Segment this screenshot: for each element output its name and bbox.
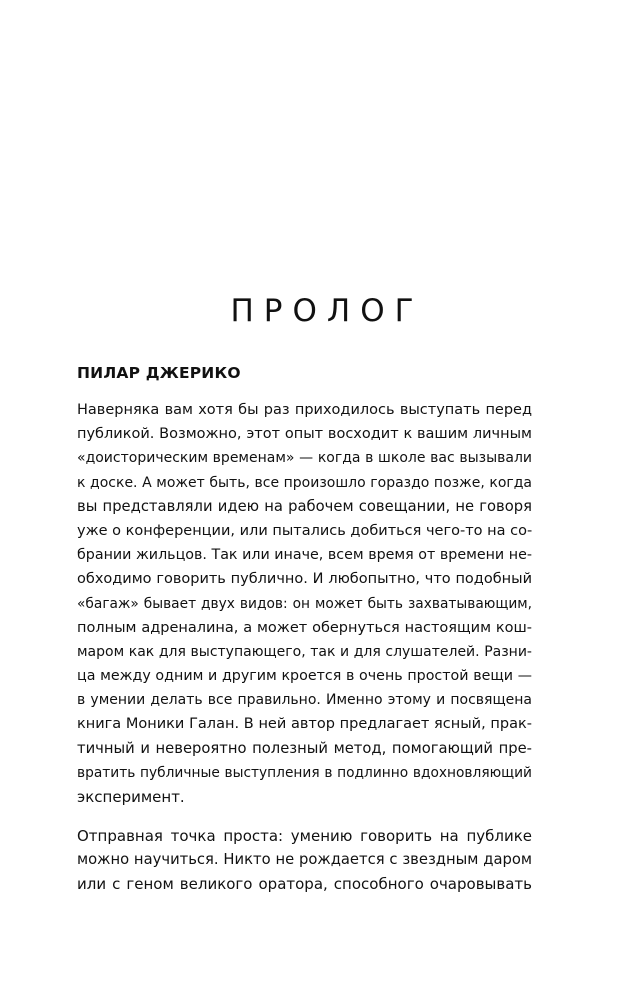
text-line: к доске. А может быть, все произошло гораздо позже, когда [77, 474, 532, 491]
text-line: можно научиться. Никто не рождается с звездным даром [77, 851, 532, 869]
text-line: полным адреналина, а может обернуться настоящим кош- [77, 619, 532, 636]
text-line: маром как для выступающего, так и для слушателей. Разни- [77, 643, 532, 660]
text-line: в умении делать все правильно. Именно этому и посвящена [77, 692, 532, 709]
text-line: уже о конференции, или пытались добиться чего-то на со- [77, 522, 533, 539]
text-line: обходимо говорить публично. И любопытно, что подобный [77, 571, 532, 588]
text-line: вы представляли идею на рабочем совещании, не говоря [77, 497, 532, 515]
text-line: книга Моники Галан. В ней автор предлагает ясный, прак- [77, 716, 532, 733]
paragraph-2 [77, 824, 532, 897]
chapter-author: ПИЛАР ДЖЕРИКО [77, 364, 241, 382]
text-line: «доисторическим временам» — когда в школе вас вызывали [77, 450, 532, 467]
text-line: Отправная точка проста: умению говорить на публике [77, 827, 532, 845]
chapter-title: ПРОЛОГ [230, 293, 424, 329]
text-line: публикой. Возможно, этот опыт восходит к вашим личным [77, 426, 532, 443]
text-line: Наверняка вам хотя бы раз приходилось выступать перед [77, 402, 532, 418]
paragraph-1 [77, 398, 532, 809]
text-line: «багаж» бывает двух видов: он может быть захватывающим, [77, 595, 532, 612]
text-line: ца между одним и другим кроется в очень простой вещи — [77, 668, 532, 685]
text-line: тичный и невероятно полезный метод, помогающий пре- [77, 739, 532, 757]
text-line: брании жильцов. Так или иначе, всем время от времени не- [77, 547, 532, 564]
text-line: или с геном великого оратора, способного очаровывать [77, 875, 532, 894]
text-line: вратить публичные выступления в подлинно вдохновляющий [77, 764, 532, 781]
text-line: эксперимент. [77, 788, 185, 806]
